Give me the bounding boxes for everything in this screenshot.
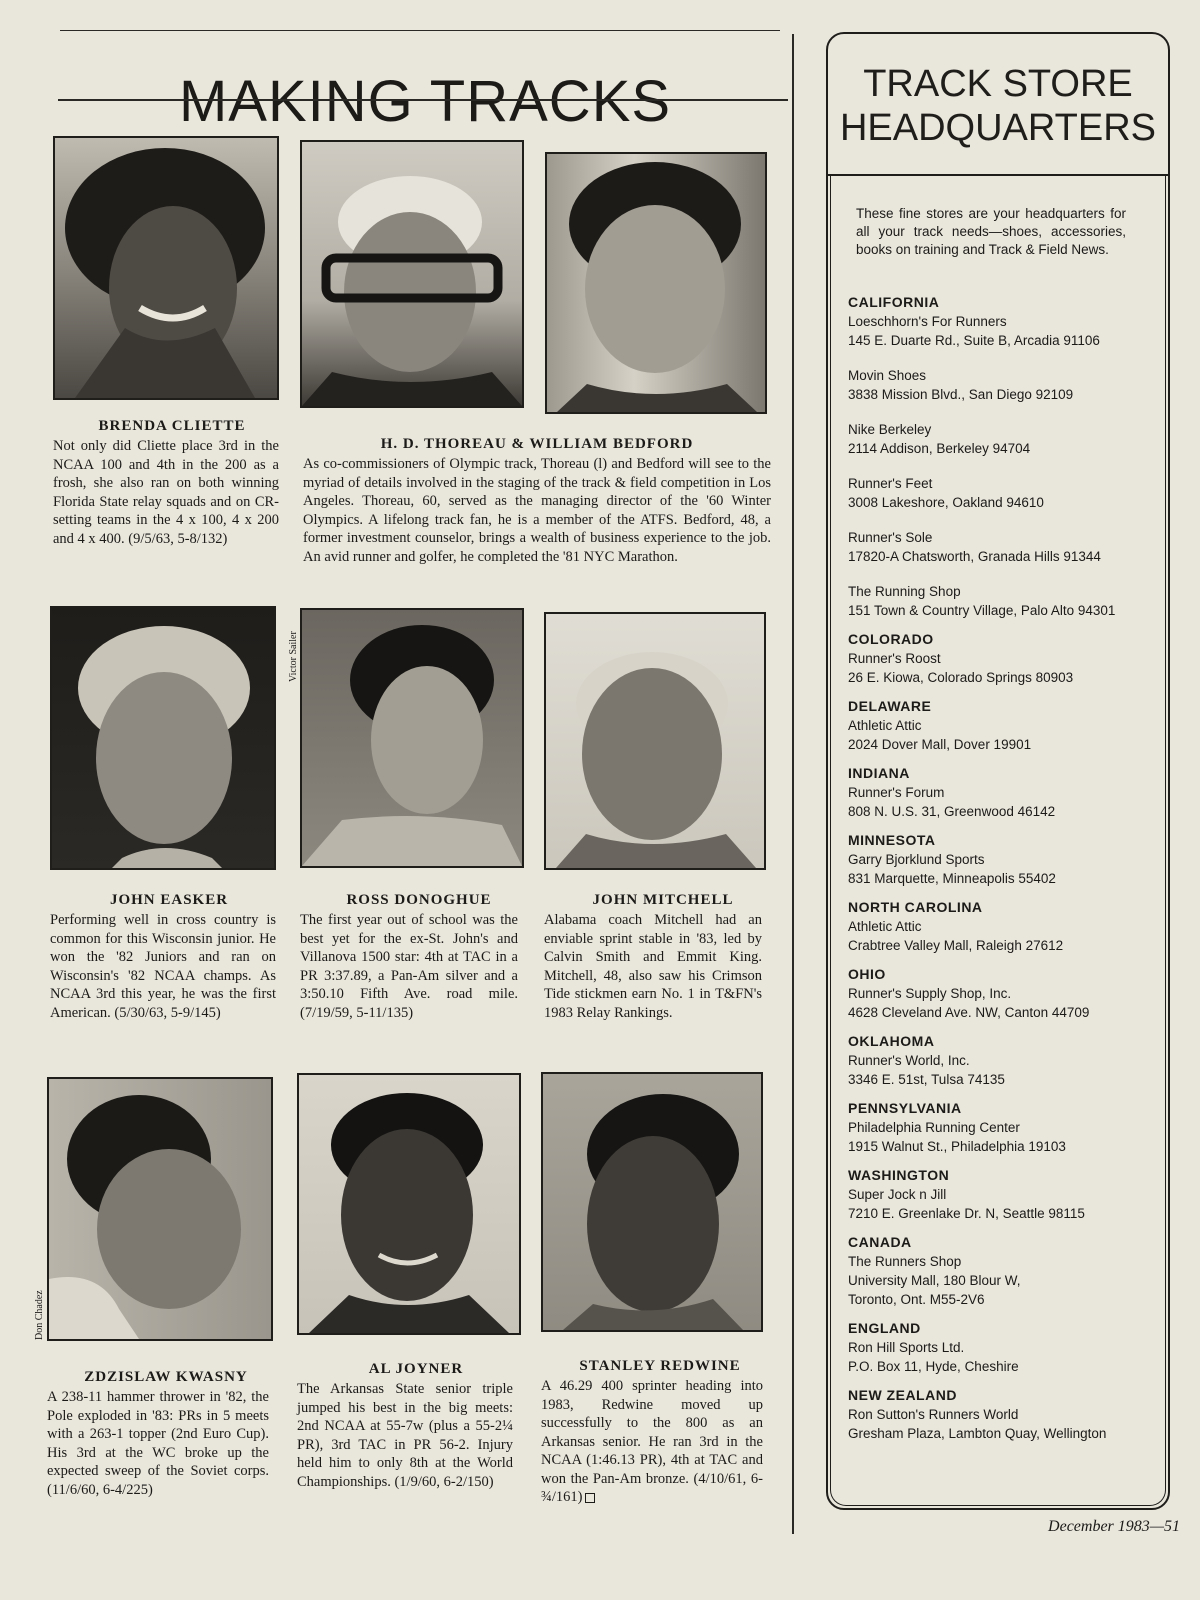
- profile-name: STANLEY REDWINE: [579, 1358, 741, 1374]
- store-region: [848, 293, 1164, 620]
- store-address: 7210 E. Greenlake Dr. N, Seattle 98115: [848, 1206, 1085, 1221]
- photo-credit-chadez: Don Chadez: [34, 1290, 45, 1340]
- store-name: Runner's Forum: [848, 785, 945, 800]
- portrait-illustration: [299, 1075, 519, 1333]
- profile-text: A 238-11 hammer thrower in '82, the Pole exploded in '83: PRs in 5 meets with a 263-1 topper (2nd Euro Cup). His 3rd at the WC broke up the expected sweep of the Soviet corps. (11/6/60, 6-4/225): [47, 1389, 269, 1498]
- store-region: [848, 898, 1164, 955]
- profile-text: [541, 1377, 763, 1507]
- store-region-name: CANADA: [848, 1234, 912, 1250]
- store-region: [848, 1233, 1164, 1309]
- store-intro: These fine stores are your headquarters for all your track needs—shoes, accessories, books on training and Track & Field News.: [856, 206, 1126, 257]
- store-address: Toronto, Ont. M55-2V6: [848, 1292, 985, 1307]
- profile-name: ZDZISLAW KWASNY: [84, 1369, 248, 1385]
- store-list: [848, 293, 1164, 1449]
- store-name: Runner's Sole: [848, 530, 933, 545]
- store-entry: [848, 783, 1164, 821]
- store-entry: [848, 582, 1164, 620]
- store-name: Super Jock n Jill: [848, 1187, 947, 1202]
- portrait-illustration: [55, 138, 277, 398]
- portrait-photo: [47, 1077, 273, 1341]
- store-entry: [848, 850, 1164, 888]
- store-region-name: OKLAHOMA: [848, 1033, 935, 1049]
- store-region-name: MINNESOTA: [848, 832, 936, 848]
- profile-name: AL JOYNER: [368, 1361, 464, 1377]
- store-entry: [848, 1051, 1164, 1089]
- profile-text: The first year out of school was the best yet for the ex-St. John's and Villanova 1500 star: 4th at TAC in a PR 3:37.89, a Pan-Am silver and a 3:50.10 Fifth Ave. road mile. (7/19/59, 5-11/135): [300, 912, 518, 1021]
- profile-name: H. D. THOREAU & WILLIAM BEDFORD: [380, 436, 694, 452]
- profile-name: JOHN EASKER: [109, 892, 229, 908]
- store-name: Garry Bjorklund Sports: [848, 852, 985, 867]
- store-region: [848, 831, 1164, 888]
- store-region: [848, 1032, 1164, 1089]
- store-region-name: PENNSYLVANIA: [848, 1100, 962, 1116]
- store-entry: [848, 917, 1164, 955]
- store-region: [848, 630, 1164, 687]
- store-region: [848, 1166, 1164, 1223]
- store-region: [848, 1099, 1164, 1156]
- portrait-illustration: [49, 1079, 271, 1339]
- profile-text: Not only did Cliette place 3rd in the NCAA 100 and 4th in the 200 as a frosh, she also ran on both winning Florida State relay squads and on CR-setting teams in the 4 x 100, 4 x 200 and 4 x 400. (9/5/63, 5-8/132): [53, 438, 279, 547]
- portrait-photo: [53, 136, 279, 400]
- store-address: 4628 Cleveland Ave. NW, Canton 44709: [848, 1005, 1090, 1020]
- store-address: University Mall, 180 Blour W,: [848, 1273, 1021, 1288]
- portrait-photo: [545, 152, 767, 414]
- store-name: The Running Shop: [848, 584, 961, 599]
- page-title: MAKING TRACKS: [178, 68, 672, 134]
- portrait-illustration: [302, 142, 522, 406]
- profile-text-body: A 46.29 400 sprinter heading into 1983, Redwine moved up successfully to the 800 as an Arkansas senior. He ran 3rd in the NCAA (1:46.13 PR), 4th at TAC and won the Pan-Am bronze. (4/10/61, 6-¾/161): [541, 1378, 763, 1505]
- store-address: 831 Marquette, Minneapolis 55402: [848, 871, 1056, 886]
- column-divider: [792, 34, 794, 1534]
- profile-thoreau: [300, 140, 538, 408]
- portrait-illustration: [543, 1074, 761, 1330]
- store-name: Athletic Attic: [848, 919, 922, 934]
- store-region-name: OHIO: [848, 966, 886, 982]
- store-address: Gresham Plaza, Lambton Quay, Wellington: [848, 1426, 1107, 1441]
- portrait-photo: [297, 1073, 521, 1335]
- store-region: [848, 1319, 1164, 1376]
- store-entry: [848, 649, 1164, 687]
- store-entry: [848, 474, 1164, 512]
- store-entry: [848, 312, 1164, 350]
- store-address: 151 Town & Country Village, Palo Alto 94301: [848, 603, 1116, 618]
- page-folio: December 1983—51: [1048, 1518, 1180, 1535]
- store-entry: [848, 528, 1164, 566]
- profile-stanley-redwine: [541, 1072, 779, 1507]
- store-name: Runner's World, Inc.: [848, 1053, 970, 1068]
- store-address: 1915 Walnut St., Philadelphia 19103: [848, 1139, 1066, 1154]
- store-region: [848, 764, 1164, 821]
- store-entry: [848, 420, 1164, 458]
- portrait-photo: [50, 606, 276, 870]
- store-entry: [848, 1118, 1164, 1156]
- profile-text: Performing well in cross country is common for this Wisconsin junior. He won the '82 Juniors and ran on Wisconsin's '82 NCAA champs. As NCAA 3rd this year, he was the first American. (5/30/63, 5-9/145): [50, 912, 276, 1021]
- store-region-name: NEW ZEALAND: [848, 1387, 957, 1403]
- profile-john-mitchell: [544, 612, 782, 1022]
- store-address: Crabtree Valley Mall, Raleigh 27612: [848, 938, 1064, 953]
- profile-name: BRENDA CLIETTE: [98, 418, 246, 434]
- profile-brenda-cliette: [53, 136, 291, 548]
- profile-zdzislaw-kwasny: [47, 1077, 285, 1499]
- portrait-photo: [541, 1072, 763, 1332]
- store-region-name: ENGLAND: [848, 1320, 921, 1336]
- store-entry: [848, 984, 1164, 1022]
- store-address: 808 N. U.S. 31, Greenwood 46142: [848, 804, 1056, 819]
- store-region: [848, 965, 1164, 1022]
- store-address: 145 E. Duarte Rd., Suite B, Arcadia 91106: [848, 333, 1100, 348]
- portrait-photo: [300, 140, 524, 408]
- profile-text: The Arkansas State senior triple jumped his best in the big meets: 2nd NCAA at 55-7w (plus a 55-2¼ PR), 3rd TAC in PR 56-2. Injury held him to only 8th at the World Championships. (1/9/60, 6-2/150): [297, 1381, 513, 1490]
- profile-name: JOHN MITCHELL: [592, 892, 734, 908]
- portrait-illustration: [302, 610, 522, 866]
- store-entry: [848, 366, 1164, 404]
- store-name: Philadelphia Running Center: [848, 1120, 1020, 1135]
- photo-credit-sailer: Victor Sailer: [288, 631, 299, 682]
- portrait-illustration: [546, 614, 764, 868]
- store-name: Runner's Feet: [848, 476, 933, 491]
- store-entry: [848, 1185, 1164, 1223]
- store-name: Nike Berkeley: [848, 422, 932, 437]
- store-name: Runner's Roost: [848, 651, 941, 666]
- store-region-name: NORTH CAROLINA: [848, 899, 983, 915]
- store-address: 3346 E. 51st, Tulsa 74135: [848, 1072, 1005, 1087]
- store-region-name: WASHINGTON: [848, 1167, 950, 1183]
- profile-al-joyner: [297, 1073, 535, 1491]
- store-entry: [848, 1405, 1164, 1443]
- store-region: [848, 697, 1164, 754]
- store-address: 26 E. Kiowa, Colorado Springs 80903: [848, 670, 1074, 685]
- store-name: Movin Shoes: [848, 368, 927, 383]
- store-entry: [848, 1252, 1164, 1309]
- profile-text: Alabama coach Mitchell had an enviable sprint stable in '83, led by Calvin Smith and Emmit King. Mitchell, 48, also saw his Crimson Tide stickmen earn No. 1 in T&FN's 1983 Relay Rankings.: [544, 912, 762, 1021]
- end-mark-icon: [585, 1493, 595, 1503]
- portrait-photo: [300, 608, 524, 868]
- store-entry: [848, 1338, 1164, 1376]
- store-name: The Runners Shop: [848, 1254, 962, 1269]
- store-directory-title: [826, 62, 1170, 150]
- store-title-line2: HEADQUARTERS: [839, 107, 1157, 149]
- store-name: Loeschhorn's For Runners: [848, 314, 1007, 329]
- profile-ross-donoghue: [300, 608, 538, 1022]
- header-rule-top: [60, 30, 780, 31]
- store-name: Ron Hill Sports Ltd.: [848, 1340, 965, 1355]
- profile-bedford: [545, 152, 783, 414]
- profile-john-easker: [50, 606, 288, 1022]
- store-address: 2024 Dover Mall, Dover 19901: [848, 737, 1032, 752]
- profile-text: As co-commissioners of Olympic track, Thoreau (l) and Bedford will see to the myriad of details involved in the staging of the track & field competition in Los Angeles. Thoreau, 60, served as the managing director of the '60 Winter Olympics. A lifelong track fan, he is a member of the ATFS. Bedford, 48, a former investment counselor, brings a wealth of business experience to the job. An avid runner and golfer, he completed the '81 NYC Marathon.: [303, 456, 771, 565]
- portrait-photo: [544, 612, 766, 870]
- header-rule-bottom: [58, 99, 788, 101]
- store-address: 17820-A Chatsworth, Granada Hills 91344: [848, 549, 1101, 564]
- store-region-name: DELAWARE: [848, 698, 932, 714]
- store-address: P.O. Box 11, Hyde, Cheshire: [848, 1359, 1019, 1374]
- store-name: Runner's Supply Shop, Inc.: [848, 986, 1012, 1001]
- store-region-name: CALIFORNIA: [848, 294, 940, 310]
- store-title-line1: TRACK STORE: [863, 63, 1133, 105]
- store-region-name: INDIANA: [848, 765, 910, 781]
- store-region: [848, 1386, 1164, 1443]
- portrait-illustration: [52, 608, 274, 868]
- portrait-illustration: [547, 154, 765, 412]
- store-address: 3008 Lakeshore, Oakland 94610: [848, 495, 1044, 510]
- profile-name: ROSS DONOGHUE: [346, 892, 492, 908]
- store-entry: [848, 716, 1164, 754]
- caption-thoreau-bedford: [303, 422, 771, 566]
- store-address: 2114 Addison, Berkeley 94704: [848, 441, 1031, 456]
- store-name: Ron Sutton's Runners World: [848, 1407, 1019, 1422]
- store-region-name: COLORADO: [848, 631, 934, 647]
- store-address: 3838 Mission Blvd., San Diego 92109: [848, 387, 1074, 402]
- store-name: Athletic Attic: [848, 718, 922, 733]
